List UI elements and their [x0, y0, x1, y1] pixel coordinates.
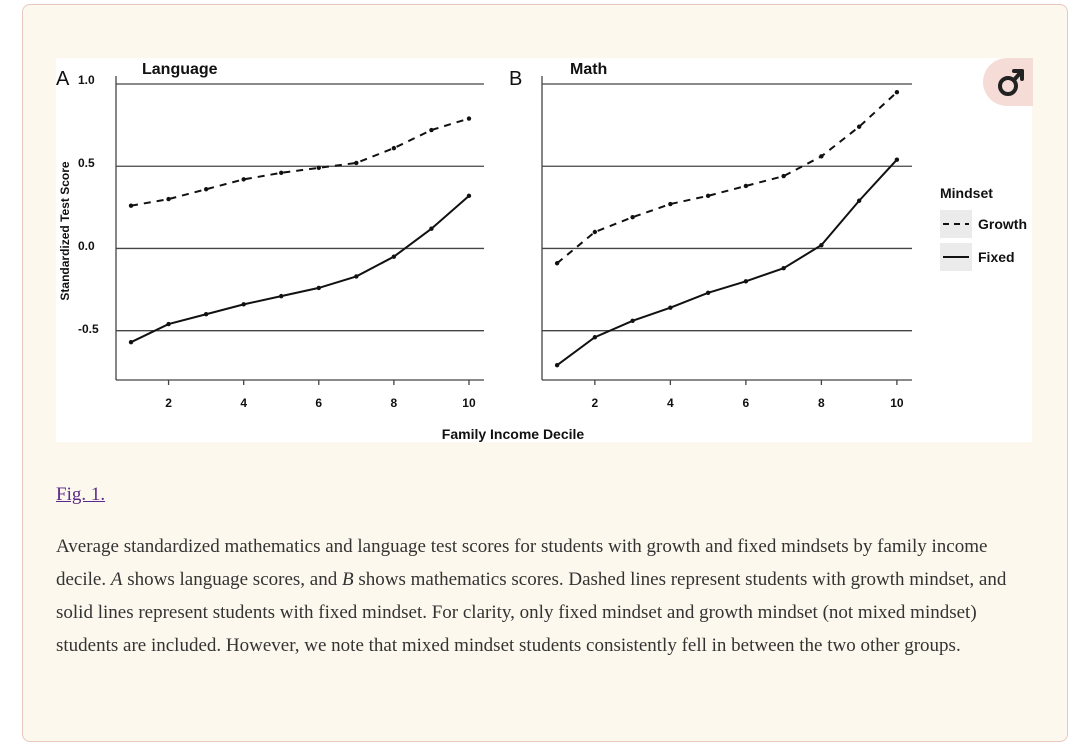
- x-tick-label: 4: [667, 396, 674, 410]
- x-tick-label: 8: [390, 396, 398, 410]
- x-axis-label: Family Income Decile: [441, 426, 585, 442]
- data-point-growth: [706, 194, 710, 198]
- data-point-growth: [555, 261, 559, 265]
- figure-caption: [56, 530, 1036, 662]
- app-badge[interactable]: [983, 58, 1033, 106]
- data-point-growth: [279, 171, 283, 175]
- caption-panel-letter: B: [341, 569, 354, 590]
- data-point-fixed: [630, 319, 634, 323]
- y-tick-label: 0.5: [78, 156, 95, 170]
- y-axis-label: Standardized Test Score: [58, 161, 72, 301]
- data-point-growth: [129, 203, 133, 207]
- panel-b-letter: B: [509, 68, 523, 90]
- data-point-growth: [593, 230, 597, 234]
- data-point-growth: [429, 128, 433, 132]
- data-point-fixed: [895, 157, 899, 161]
- data-point-growth: [354, 161, 358, 165]
- data-point-fixed: [706, 291, 710, 295]
- data-point-growth: [467, 116, 471, 120]
- data-point-growth: [668, 202, 672, 206]
- x-tick-label: 6: [315, 396, 323, 410]
- data-point-fixed: [467, 194, 471, 198]
- data-point-fixed: [241, 302, 245, 306]
- data-point-fixed: [279, 294, 283, 298]
- data-point-growth: [781, 174, 785, 178]
- data-point-fixed: [593, 335, 597, 339]
- data-point-fixed: [392, 254, 396, 258]
- legend-title: Mindset: [940, 185, 993, 201]
- data-point-growth: [819, 154, 823, 158]
- series-line-growth: [557, 92, 897, 263]
- data-point-fixed: [429, 227, 433, 231]
- y-tick-label: 0.0: [78, 239, 95, 253]
- x-tick-label: 8: [818, 396, 825, 410]
- caption-text: Average standardized mathematics and language test scores for students with growth and fixed mindsets by family income decile.: [56, 536, 988, 590]
- data-point-fixed: [668, 305, 672, 309]
- x-tick-label: 10: [462, 396, 476, 410]
- data-point-growth: [166, 197, 170, 201]
- data-point-fixed: [354, 274, 358, 278]
- data-point-fixed: [819, 243, 823, 247]
- caption-text: shows mathematics scores. Dashed lines represent students with growth mindset, and solid lines represent students with fixed mindset. For clarity, only fixed mindset and growth mindset (not mixed mindset) students are included. However, we note that mixed mindset students consistently fell in between the two other groups.: [56, 569, 1007, 656]
- data-point-growth: [241, 177, 245, 181]
- x-tick-label: 10: [890, 396, 904, 410]
- data-point-growth: [857, 125, 861, 129]
- caption-text: shows language scores, and: [122, 569, 342, 590]
- panel-a-letter: A: [56, 68, 70, 90]
- x-tick-label: 2: [165, 396, 172, 410]
- data-point-growth: [392, 146, 396, 150]
- series-line-fixed: [131, 196, 469, 342]
- x-tick-label: 6: [742, 396, 750, 410]
- x-tick-label: 2: [591, 396, 599, 410]
- data-point-fixed: [166, 322, 170, 326]
- series-line-growth: [131, 119, 469, 206]
- data-point-growth: [630, 215, 634, 219]
- panel-a-title: Language: [142, 61, 218, 78]
- data-point-growth: [317, 166, 321, 170]
- data-point-fixed: [781, 266, 785, 270]
- data-point-fixed: [744, 279, 748, 283]
- y-tick-label: -0.5: [78, 322, 99, 336]
- data-point-growth: [204, 187, 208, 191]
- panel-b-title: Math: [570, 61, 608, 78]
- data-point-fixed: [204, 312, 208, 316]
- legend-label-growth: Growth: [978, 216, 1027, 232]
- data-point-growth: [744, 184, 748, 188]
- line-chart: [56, 58, 1032, 442]
- data-point-fixed: [857, 199, 861, 203]
- data-point-fixed: [555, 363, 559, 367]
- figure-link[interactable]: Fig. 1.: [56, 484, 106, 505]
- data-point-growth: [895, 90, 899, 94]
- x-tick-label: 4: [240, 396, 248, 410]
- data-point-fixed: [317, 286, 321, 290]
- legend-label-fixed: Fixed: [978, 249, 1015, 265]
- caption-panel-letter: A: [110, 569, 123, 590]
- figure-panel: [56, 58, 1032, 442]
- data-point-fixed: [129, 340, 133, 344]
- venus-mars-icon: [983, 58, 1033, 106]
- y-tick-label: 1.0: [78, 73, 95, 87]
